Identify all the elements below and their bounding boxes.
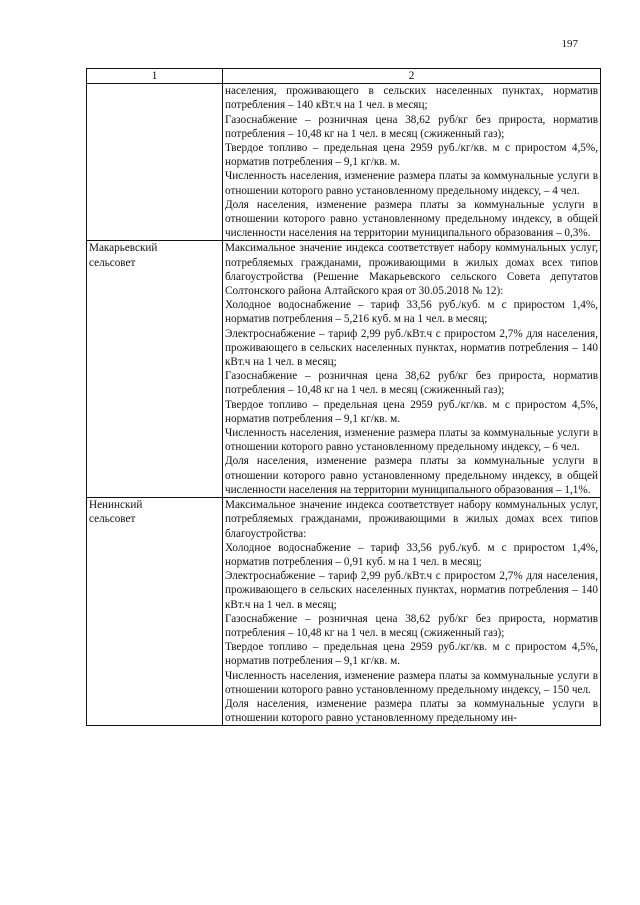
table-row bbox=[87, 498, 601, 726]
description-paragraph: Холодное водоснабжение – тариф 33,56 руб./куб. м с приростом 1,4%, норматив потребления – 0,91 куб. м на 1 чел. в месяц; bbox=[225, 541, 598, 568]
municipality-cell bbox=[87, 84, 223, 241]
description-paragraph: населения, проживающего в сельских населенных пунктах, норматив потребления – 140 кВт.ч на 1 чел. в месяц; bbox=[225, 85, 598, 112]
description-paragraph: Электроснабжение – тариф 2,99 руб./кВт.ч с приростом 2,7% для населения, проживающего в сельских населенных пунктах, норматив потребления – 140 кВт.ч на 1 чел. в месяц; bbox=[225, 327, 598, 369]
municipality-name: Ненинский сельсовет bbox=[89, 499, 143, 526]
description-paragraph: Численность населения, изменение размера платы за коммунальные услуги в отношении которого равно установленному предельному индексу, – 150 чел. bbox=[225, 669, 598, 696]
tariff-table bbox=[86, 68, 601, 726]
description-paragraph: Газоснабжение – розничная цена 38,62 руб/кг без прироста, норматив потребления – 10,48 кг на 1 чел. в месяц (сжиженный газ); bbox=[225, 612, 598, 639]
description-paragraph: Газоснабжение – розничная цена 38,62 руб/кг без прироста, норматив потребления – 10,48 кг на 1 чел. в месяц (сжиженный газ); bbox=[225, 370, 598, 397]
description-paragraph: Газоснабжение – розничная цена 38,62 руб/кг без прироста, норматив потребления – 10,48 кг на 1 чел. в месяц (сжиженный газ); bbox=[225, 113, 598, 140]
table-row bbox=[87, 84, 601, 241]
column-number-1: 1 bbox=[87, 69, 223, 84]
municipality-cell bbox=[87, 498, 223, 726]
description-paragraph: Доля населения, изменение размера платы за коммунальные услуги в отношении которого равно установленному предельному индексу, в общей численности населения на территории муниципального образования – 0,3%. bbox=[225, 198, 598, 240]
description-paragraph: Холодное водоснабжение – тариф 33,56 руб./куб. м с приростом 1,4%, норматив потребления – 5,216 куб. м на 1 чел. в месяц; bbox=[225, 299, 598, 326]
column-number-row bbox=[87, 69, 601, 84]
description-paragraph: Доля населения, изменение размера платы за коммунальные услуги в отношении которого равно установленному предельному индексу, в общей численности населения на территории муниципального образования – 1,1%. bbox=[225, 455, 598, 496]
table-row bbox=[87, 241, 601, 498]
column-number-2: 2 bbox=[223, 69, 601, 84]
description-paragraph: Твердое топливо – предельная цена 2959 руб./кг/кв. м с приростом 4,5%, норматив потребления – 9,1 кг/кв. м. bbox=[225, 641, 598, 668]
description-paragraph: Твердое топливо – предельная цена 2959 руб./кг/кв. м с приростом 4,5%, норматив потребления – 9,1 кг/кв. м. bbox=[225, 142, 598, 169]
description-cell bbox=[223, 84, 601, 241]
description-paragraph: Максимальное значение индекса соответствует набору коммунальных услуг, потребляемых гражданами, проживающими в жилых домах всех типов благоустройства (Решение Макарьевского сельского Совета депутатов Солтонского района Алтайского края от 30.05.2018 № 12): bbox=[225, 242, 598, 298]
description-paragraph: Электроснабжение – тариф 2,99 руб./кВт.ч с приростом 2,7% для населения, проживающего в сельских населенных пунктах, норматив потребления – 140 кВт.ч на 1 чел. в месяц; bbox=[225, 570, 598, 611]
description-cell bbox=[223, 241, 601, 498]
description-paragraph: Численность населения, изменение размера платы за коммунальные услуги в отношении которого равно установленному предельному индексу, – 4 чел. bbox=[225, 170, 598, 197]
description-cell bbox=[223, 498, 601, 726]
page-number: 197 bbox=[561, 38, 578, 50]
description-paragraph: Максимальное значение индекса соответствует набору коммунальных услуг, потребляемых гражданами, проживающими в жилых домах всех типов благоустройства: bbox=[225, 499, 598, 540]
description-paragraph: Численность населения, изменение размера платы за коммунальные услуги в отношении которого равно установленному предельному индексу, – 6 чел. bbox=[225, 427, 598, 454]
description-paragraph: Твердое топливо – предельная цена 2959 руб./кг/кв. м с приростом 4,5%, норматив потребления – 9,1 кг/кв. м. bbox=[225, 398, 598, 425]
description-paragraph: Доля населения, изменение размера платы за коммунальные услуги в отношении которого равно установленному предельному ин- bbox=[225, 697, 598, 725]
municipality-name: Макарьевский сельсовет bbox=[89, 242, 158, 269]
municipality-cell bbox=[87, 241, 223, 498]
